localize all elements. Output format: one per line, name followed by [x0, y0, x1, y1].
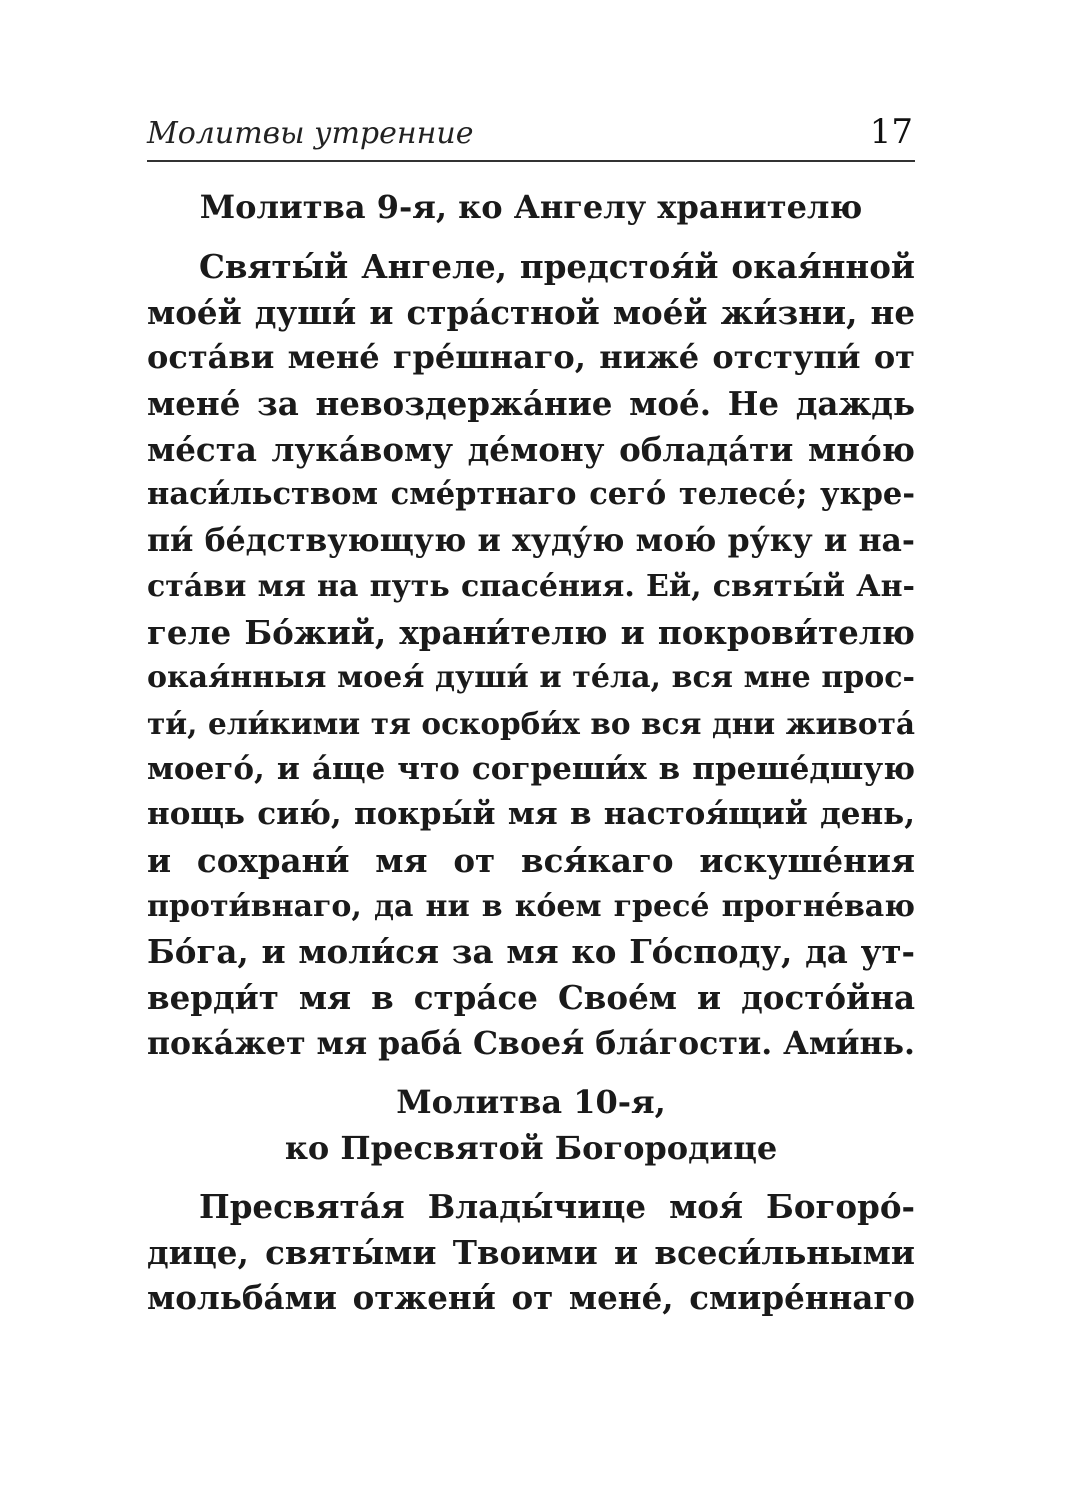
book-page: [147, 0, 915, 1496]
running-title: Молитвы утренние: [147, 116, 474, 151]
text-line: геле Бо́жий, храни́телю и покрови́телю: [147, 612, 915, 652]
prayer-9-heading: [147, 184, 915, 230]
text-line: мольба́ми отжени́ от мене́, смире́ннаго: [147, 1278, 915, 1318]
text-line: мое́й души́ и стра́стной мое́й жи́зни, не: [147, 292, 915, 332]
text-line: моего́, и а́ще что согреши́х в преше́дшую: [147, 750, 915, 787]
text-line: ти́, ели́кими тя оскорби́х во вся дни живота́: [147, 705, 915, 741]
text-line: пока́жет мя раба́ Своея́ бла́гости. Ами́нь.: [147, 1024, 915, 1062]
text-line: пи́ бе́дствующую и худу́ю мою́ ру́ку и на-: [147, 522, 915, 560]
text-line: и сохрани́ мя от вся́каго искуше́ния: [147, 840, 915, 880]
text-line: Святы́й Ангеле, предстоя́й окая́нной: [199, 247, 915, 286]
text-line: оста́ви мене́ гре́шнаго, ниже́ отступи́ от: [147, 338, 915, 377]
text-line: нощь сию́, покры́й мя в настоя́щий день,: [147, 796, 915, 833]
running-head: [147, 112, 915, 156]
text-line: окая́нныя моея́ души́ и те́ла, вся мне прос-: [147, 660, 915, 696]
text-line: проти́внаго, да ни в ко́ем гресе́ прогне́ваю: [147, 888, 915, 924]
prayer-9-text: [147, 244, 915, 1066]
text-line: верди́т мя в стра́се Свое́м и досто́йна: [147, 978, 915, 1017]
text-line: ста́ви мя на путь спасе́ния. Ей, святы́й Ан-: [147, 568, 915, 604]
text-line: Бо́га, и моли́ся за мя ко Го́споду, да ут-: [147, 932, 915, 972]
prayer-10-heading-line-1: Молитва 10-я,: [396, 1083, 666, 1121]
text-line: наси́льством сме́ртнаго сего́ телесе́; укре-: [147, 476, 915, 513]
prayer-9-heading-text: Молитва 9-я, ко Ангелу хранителю: [199, 188, 863, 226]
prayer-10-heading-line-2: ко Пресвятой Богородице: [284, 1129, 778, 1167]
header-rule: [147, 160, 915, 162]
prayer-10-text: [147, 1184, 915, 1321]
text-line: мене́ за невоздержа́ние мое́. Не даждь: [147, 384, 915, 424]
prayer-10-heading: [147, 1079, 915, 1171]
text-line: ме́ста лука́вому де́мону облада́ти мно́ю: [147, 429, 915, 469]
text-line: дице, святы́ми Твоими и всеси́льными: [147, 1232, 915, 1272]
text-line: Пресвята́я Влады́чице моя́ Богоро́-: [199, 1187, 915, 1226]
page-number: 17: [869, 112, 913, 152]
